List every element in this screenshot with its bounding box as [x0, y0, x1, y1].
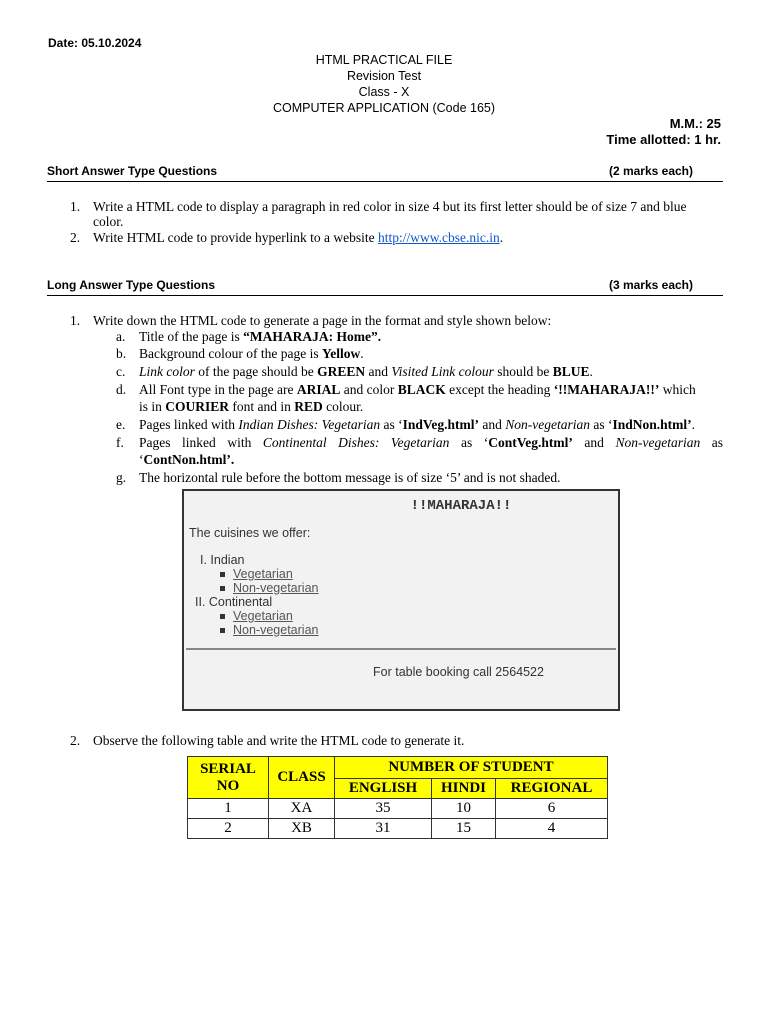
sample-page-screenshot	[182, 489, 620, 711]
text-bold: GREEN	[317, 364, 366, 379]
question-text: Write a HTML code to display a paragraph in red color in size 4 but its first letter should be of size 7 and blue	[93, 199, 687, 214]
text-italic: Non-vegetarian	[505, 417, 590, 432]
cell-english: 35	[335, 799, 432, 819]
text-bold: Yellow	[321, 346, 361, 361]
file-title: HTML PRACTICAL FILE	[315, 53, 453, 67]
text-part: font and in	[229, 399, 295, 414]
text-part: .	[360, 346, 364, 361]
text-italic: Indian Dishes: Vegetarian	[238, 417, 381, 432]
sub-text: The horizontal rule before the bottom message is of size ‘5’ and is not shaded.	[139, 470, 561, 485]
sub-text	[139, 435, 723, 450]
sub-letter: a.	[116, 329, 126, 344]
text-part: as ‘	[380, 417, 403, 432]
sub-text	[139, 346, 723, 361]
header-text: SERIAL	[200, 760, 256, 777]
text-part: .	[589, 364, 593, 379]
short-answer-title: Short Answer Type Questions	[47, 164, 218, 178]
sample-intro: The cuisines we offer:	[189, 526, 311, 540]
header-hindi: HINDI	[432, 779, 496, 799]
subject-title: COMPUTER APPLICATION (Code 165)	[272, 101, 496, 115]
long-answer-title: Long Answer Type Questions	[47, 278, 216, 292]
test-title: Revision Test	[346, 69, 422, 83]
student-table	[187, 756, 608, 839]
text-part: should be	[493, 364, 553, 379]
text-part: .	[691, 417, 696, 432]
cell-regional: 6	[496, 799, 608, 819]
short-answer-header	[47, 164, 723, 182]
question-text-part: Write HTML code to provide hyperlink to a website	[93, 230, 379, 245]
sample-link-indian-nonveg[interactable]: Non-vegetarian	[233, 581, 319, 595]
cbse-link[interactable]: http://www.cbse.nic.in	[378, 230, 500, 245]
text-bold: IndVeg.html’	[402, 417, 480, 432]
text-part: and color	[340, 382, 398, 397]
sub-text	[139, 329, 723, 344]
text-italic: Visited Link colour	[391, 364, 494, 379]
cell-serial: 1	[188, 799, 269, 819]
bullet-icon	[220, 586, 225, 591]
sub-text	[139, 417, 723, 432]
sub-letter: d.	[116, 382, 127, 397]
sub-text	[139, 452, 723, 467]
text-bold: ARIAL	[296, 382, 341, 397]
text-part: as	[700, 435, 723, 450]
text-part: as ‘	[590, 417, 613, 432]
sample-footer: For table booking call 2564522	[373, 665, 544, 679]
text-bold: ContNon.html’.	[143, 452, 235, 467]
text-italic: Continental Dishes: Vegetarian	[262, 435, 450, 450]
sample-item-continental: II. Continental	[195, 595, 273, 609]
question-text-end: .	[499, 230, 504, 245]
question-number: 1.	[70, 313, 81, 328]
header-regional: REGIONAL	[496, 779, 608, 799]
text-bold: BLACK	[397, 382, 446, 397]
cell-regional: 4	[496, 819, 608, 839]
text-bold: COURIER	[165, 399, 230, 414]
cell-serial: 2	[188, 819, 269, 839]
sub-letter: c.	[116, 364, 126, 379]
cell-english: 31	[335, 819, 432, 839]
header-english: ENGLISH	[335, 779, 432, 799]
sub-letter: g.	[116, 470, 127, 485]
question-number: 2.	[70, 230, 81, 245]
text-part: as ‘	[449, 435, 489, 450]
text-part: colour.	[322, 399, 364, 414]
text-bold: BLUE	[552, 364, 590, 379]
class-title: Class - X	[358, 85, 410, 99]
question-text: Observe the following table and write the HTML code to generate it.	[93, 733, 465, 748]
sub-text	[139, 364, 723, 379]
bullet-icon	[220, 628, 225, 633]
question-number: 1.	[70, 199, 81, 214]
text-italic: Link color	[139, 364, 195, 379]
header-serial	[188, 757, 269, 799]
question-text	[93, 230, 723, 245]
max-marks: M.M.: 25	[669, 116, 721, 131]
text-part: and	[479, 417, 506, 432]
sub-text	[139, 399, 723, 414]
text-part: All Font type in the page are	[139, 382, 297, 397]
date: Date: 05.10.2024	[48, 36, 142, 50]
text-part: Pages linked with	[139, 435, 263, 450]
bullet-icon	[220, 572, 225, 577]
sub-letter: f.	[116, 435, 124, 450]
text-part: Background colour of the page is	[139, 346, 322, 361]
text-bold: ‘!!MAHARAJA!!’	[553, 382, 660, 397]
sample-horizontal-rule	[186, 648, 616, 650]
text-bold: “MAHARAJA: Home”.	[243, 329, 382, 344]
text-part: Pages linked with	[139, 417, 239, 432]
text-bold: IndNon.html’	[612, 417, 692, 432]
text-part: and	[572, 435, 616, 450]
sample-link-cont-veg[interactable]: Vegetarian	[233, 609, 293, 623]
sample-heading: !!MAHARAJA!!	[410, 498, 512, 514]
text-italic: Non-vegetarian	[615, 435, 701, 450]
question-number: 2.	[70, 733, 81, 748]
sub-text	[139, 382, 723, 397]
sample-item-indian: I. Indian	[200, 553, 245, 567]
header-text: NO	[216, 777, 240, 794]
table-row	[188, 819, 608, 839]
cell-class: XA	[269, 799, 335, 819]
text-part: Title of the page is	[139, 329, 244, 344]
text-part: which	[659, 382, 696, 397]
header-class: CLASS	[269, 757, 335, 799]
text-part: is in	[139, 399, 166, 414]
text-bold: RED	[294, 399, 323, 414]
time-allotted: Time allotted: 1 hr.	[606, 132, 721, 147]
text-part: ‘	[139, 452, 144, 467]
text-part: except the heading	[445, 382, 554, 397]
question-text: Write down the HTML code to generate a page in the format and style shown below:	[93, 313, 552, 328]
cell-hindi: 10	[432, 799, 496, 819]
cell-hindi: 15	[432, 819, 496, 839]
long-answer-header	[47, 278, 723, 296]
table-header-row	[188, 757, 608, 779]
sample-link-indian-veg[interactable]: Vegetarian	[233, 567, 293, 581]
header-number-of-student: NUMBER OF STUDENT	[335, 757, 608, 779]
sub-letter: b.	[116, 346, 127, 361]
text-bold: ContVeg.html’	[488, 435, 573, 450]
bullet-icon	[220, 614, 225, 619]
table-row	[188, 799, 608, 819]
sample-link-cont-nonveg[interactable]: Non-vegetarian	[233, 623, 319, 637]
text-part: and	[365, 364, 392, 379]
question-text-cont: color.	[93, 214, 124, 229]
long-answer-marks: (3 marks each)	[608, 278, 693, 292]
sub-letter: e.	[116, 417, 126, 432]
short-answer-marks: (2 marks each)	[608, 164, 693, 178]
cell-class: XB	[269, 819, 335, 839]
text-part: of the page should be	[194, 364, 318, 379]
